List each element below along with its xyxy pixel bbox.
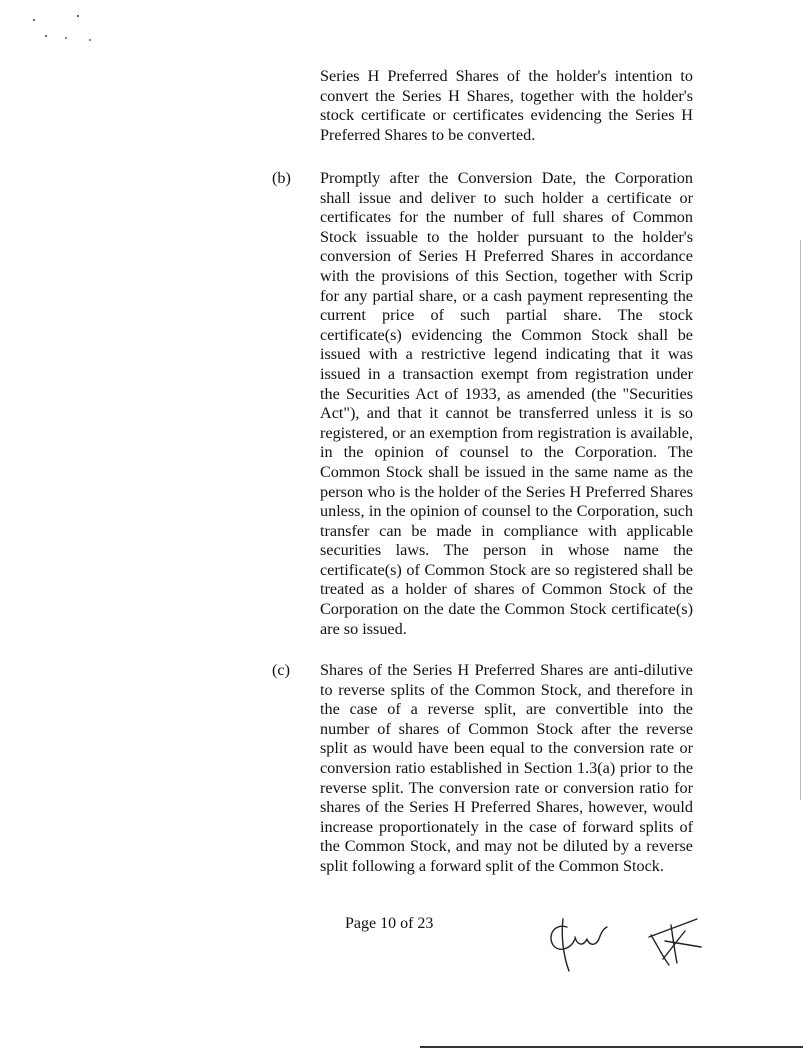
bottom-rule [420,1046,803,1048]
handwritten-initials-signature [545,905,715,985]
continuation-paragraph: Series H Preferred Shares of the holder's intention to convert the Series H Shares, together with the holder's stock certificate or certificates evidencing the Series H Preferred Shares to be converted. [320,67,693,144]
section-b-marker: (b) [272,169,291,187]
section-c-paragraph: Shares of the Series H Preferred Shares are anti-dilutive to reverse splits of the Common Stock, and therefore in the case of a reverse split, are convertible into the number of shares of Common Stock after the reverse split as would have been equal to the conversion rate or conversion ratio established in Section 1.3(a) prior to the reverse split. The conversion rate or conversion ratio for shares of the Series H Preferred Shares, however, would increase proportionately in the case of forward splits of the Common Stock, and may not be diluted by a reverse split following a forward split of the Common Stock. [320,661,693,875]
scan-specks [28,10,108,50]
section-b-paragraph: Promptly after the Conversion Date, the Corporation shall issue and deliver to such holder a certificate or certificates for the number of full shares of Common Stock issuable to the holder pursuant to the holder's conversion of Series H Preferred Shares in accordance with the provisions of this Section, together with Scrip for any partial share, or a cash payment representing the current price of such partial share. The stock certificate(s) evidencing the Common Stock shall be issued with a restrictive legend indicating that it was issued in a transaction exempt from registration under the Securities Act of 1933, as amended (the "Securities Act"), and that it cannot be transferred unless it is so registered, or an exemption from registration is available, in the opinion of counsel to the Corporation. The Common Stock shall be issued in the same name as the person who is the holder of the Series H Preferred Shares unless, in the opinion of counsel to the Corporation, such transfer can be made in compliance with applicable securities laws. The person in whose name the certificate(s) of Common Stock are so registered shall be treated as a holder of shares of Common Stock of the Corporation on the date the Common Stock certificate(s) are so issued. [320,169,693,638]
page-number: Page 10 of 23 [345,915,434,932]
scan-edge-line [800,240,801,800]
section-c-marker: (c) [272,661,290,679]
